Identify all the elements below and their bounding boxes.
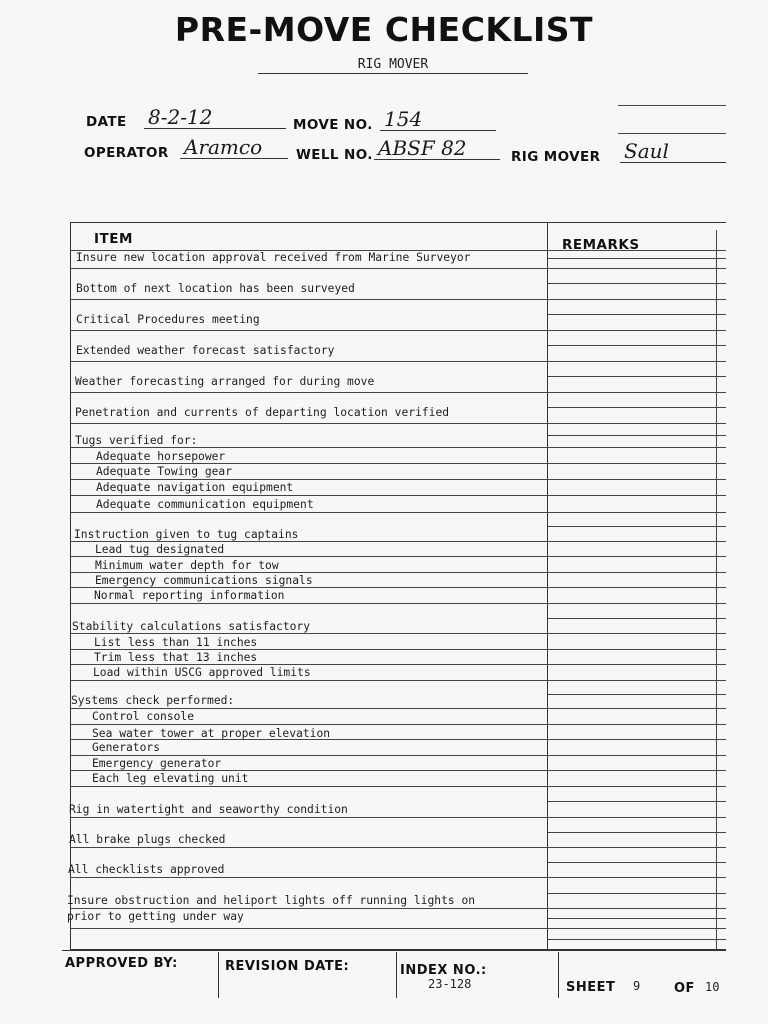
checklist-subitem: Generators bbox=[92, 741, 161, 754]
row-rule bbox=[70, 877, 726, 878]
checklist-item: prior to getting under way bbox=[67, 910, 244, 923]
checklist-subitem: Each leg elevating unit bbox=[92, 772, 249, 785]
row-rule bbox=[70, 817, 726, 818]
row-rule bbox=[70, 739, 726, 740]
checklist-subitem: Adequate communication equipment bbox=[96, 498, 314, 511]
checklist-item: Bottom of next location has been surveyed bbox=[76, 282, 355, 295]
remarks-rule bbox=[547, 526, 726, 527]
operator-field[interactable]: Aramco bbox=[180, 136, 288, 159]
row-rule bbox=[70, 587, 726, 588]
checklist-item: Extended weather forecast satisfactory bbox=[76, 344, 335, 357]
checklist-subitem: Sea water tower at proper elevation bbox=[92, 727, 331, 740]
row-rule bbox=[70, 664, 726, 665]
rig-mover-label: RIG MOVER bbox=[511, 149, 601, 165]
checklist-item: Penetration and currents of departing location verified bbox=[75, 406, 450, 419]
row-rule bbox=[70, 512, 726, 513]
checklist-item: All checklists approved bbox=[68, 863, 225, 876]
remarks-column-divider bbox=[547, 222, 548, 950]
move-no-label: MOVE NO. bbox=[293, 117, 373, 133]
total-sheets: 10 bbox=[705, 980, 720, 994]
sheet-label: SHEET bbox=[566, 980, 616, 995]
footer-divider bbox=[558, 952, 559, 998]
remarks-rule bbox=[547, 376, 726, 377]
row-rule bbox=[70, 541, 726, 542]
approved-by-label: APPROVED BY: bbox=[65, 956, 178, 971]
checklist-subitem: Emergency generator bbox=[92, 757, 222, 770]
checklist-subitem: Adequate horsepower bbox=[96, 450, 226, 463]
row-rule bbox=[70, 755, 726, 756]
row-rule bbox=[70, 572, 726, 573]
footer-divider bbox=[396, 952, 397, 998]
date-label: DATE bbox=[86, 114, 127, 130]
row-rule bbox=[70, 250, 726, 251]
of-label: OF bbox=[674, 981, 695, 996]
remarks-right-margin-divider bbox=[716, 230, 717, 950]
move-no-field[interactable]: 154 bbox=[380, 108, 496, 131]
row-rule bbox=[70, 603, 726, 604]
checklist-subitem: Trim less that 13 inches bbox=[94, 651, 258, 664]
remarks-rule bbox=[547, 618, 726, 619]
form-title: PRE-MOVE CHECKLIST bbox=[174, 10, 594, 49]
row-rule bbox=[70, 463, 726, 464]
footer-divider bbox=[218, 952, 219, 998]
checklist-subitem: List less than 11 inches bbox=[94, 636, 258, 649]
index-no-value: 23-128 bbox=[428, 977, 472, 991]
checklist-item: Rig in watertight and seaworthy condition bbox=[69, 803, 348, 816]
checklist-item: Weather forecasting arranged for during move bbox=[75, 375, 375, 388]
checklist-subitem: Lead tug designated bbox=[95, 543, 225, 556]
remarks-rule bbox=[547, 893, 726, 894]
row-rule bbox=[70, 724, 726, 725]
checklist-subitem: Adequate navigation equipment bbox=[96, 481, 294, 494]
remarks-rule bbox=[547, 694, 726, 695]
remarks-rule bbox=[547, 801, 726, 802]
row-rule bbox=[70, 361, 726, 362]
row-rule bbox=[70, 928, 726, 929]
checklist-item: Insure new location approval received from Marine Surveyor bbox=[76, 251, 471, 264]
checklist-item: Systems check performed: bbox=[71, 694, 235, 707]
row-rule bbox=[70, 392, 726, 393]
remarks-rule bbox=[547, 283, 726, 284]
item-column-header: ITEM bbox=[94, 231, 133, 247]
operator-label: OPERATOR bbox=[84, 145, 169, 161]
row-rule bbox=[70, 447, 726, 448]
checklist-subitem: Control console bbox=[92, 710, 195, 723]
row-rule bbox=[70, 770, 726, 771]
checklist-item: Critical Procedures meeting bbox=[76, 313, 260, 326]
rig-mover-field[interactable]: Saul bbox=[620, 140, 726, 163]
form-subtitle: RIG MOVER bbox=[258, 57, 528, 74]
remarks-rule bbox=[547, 435, 726, 436]
row-rule bbox=[70, 649, 726, 650]
remarks-rule bbox=[547, 862, 726, 863]
row-rule bbox=[70, 680, 726, 681]
row-rule bbox=[70, 268, 726, 269]
row-rule bbox=[70, 708, 726, 709]
row-rule bbox=[70, 495, 726, 496]
row-rule bbox=[70, 908, 726, 909]
checklist-item: Insure obstruction and heliport lights off running lights on bbox=[67, 894, 476, 907]
remarks-rule bbox=[547, 314, 726, 315]
row-rule bbox=[70, 299, 726, 300]
remarks-rule bbox=[547, 918, 726, 919]
remarks-rule bbox=[547, 939, 726, 940]
remarks-rule bbox=[547, 407, 726, 408]
checklist-subitem: Emergency communications signals bbox=[95, 574, 313, 587]
checklist-item: Instruction given to tug captains bbox=[74, 528, 299, 541]
checklist-item: All brake plugs checked bbox=[69, 833, 226, 846]
checklist-subitem: Normal reporting information bbox=[94, 589, 285, 602]
remarks-rule bbox=[547, 832, 726, 833]
well-no-label: WELL NO. bbox=[296, 147, 373, 163]
checklist-subitem: Adequate Towing gear bbox=[96, 465, 233, 478]
row-rule bbox=[70, 330, 726, 331]
remarks-rule bbox=[547, 345, 726, 346]
index-no-label: INDEX NO.: bbox=[400, 963, 487, 978]
header-blank-line-1 bbox=[618, 105, 726, 106]
sheet-number: 9 bbox=[633, 979, 641, 993]
remarks-rule bbox=[547, 258, 726, 259]
row-rule bbox=[70, 633, 726, 634]
checklist-subitem: Load within USCG approved limits bbox=[93, 666, 311, 679]
checklist-item: Stability calculations satisfactory bbox=[72, 620, 311, 633]
revision-date-label: REVISION DATE: bbox=[225, 959, 350, 974]
row-rule bbox=[70, 786, 726, 787]
remarks-column-header: REMARKS bbox=[562, 237, 640, 253]
checklist-subitem: Minimum water depth for tow bbox=[95, 559, 279, 572]
row-rule bbox=[70, 556, 726, 557]
date-field[interactable]: 8-2-12 bbox=[144, 106, 286, 129]
row-rule bbox=[70, 479, 726, 480]
header-blank-line-2 bbox=[618, 133, 726, 134]
checklist-item: Tugs verified for: bbox=[75, 434, 198, 447]
well-no-field[interactable]: ABSF 82 bbox=[374, 137, 500, 160]
row-rule bbox=[70, 847, 726, 848]
row-rule bbox=[70, 423, 726, 424]
